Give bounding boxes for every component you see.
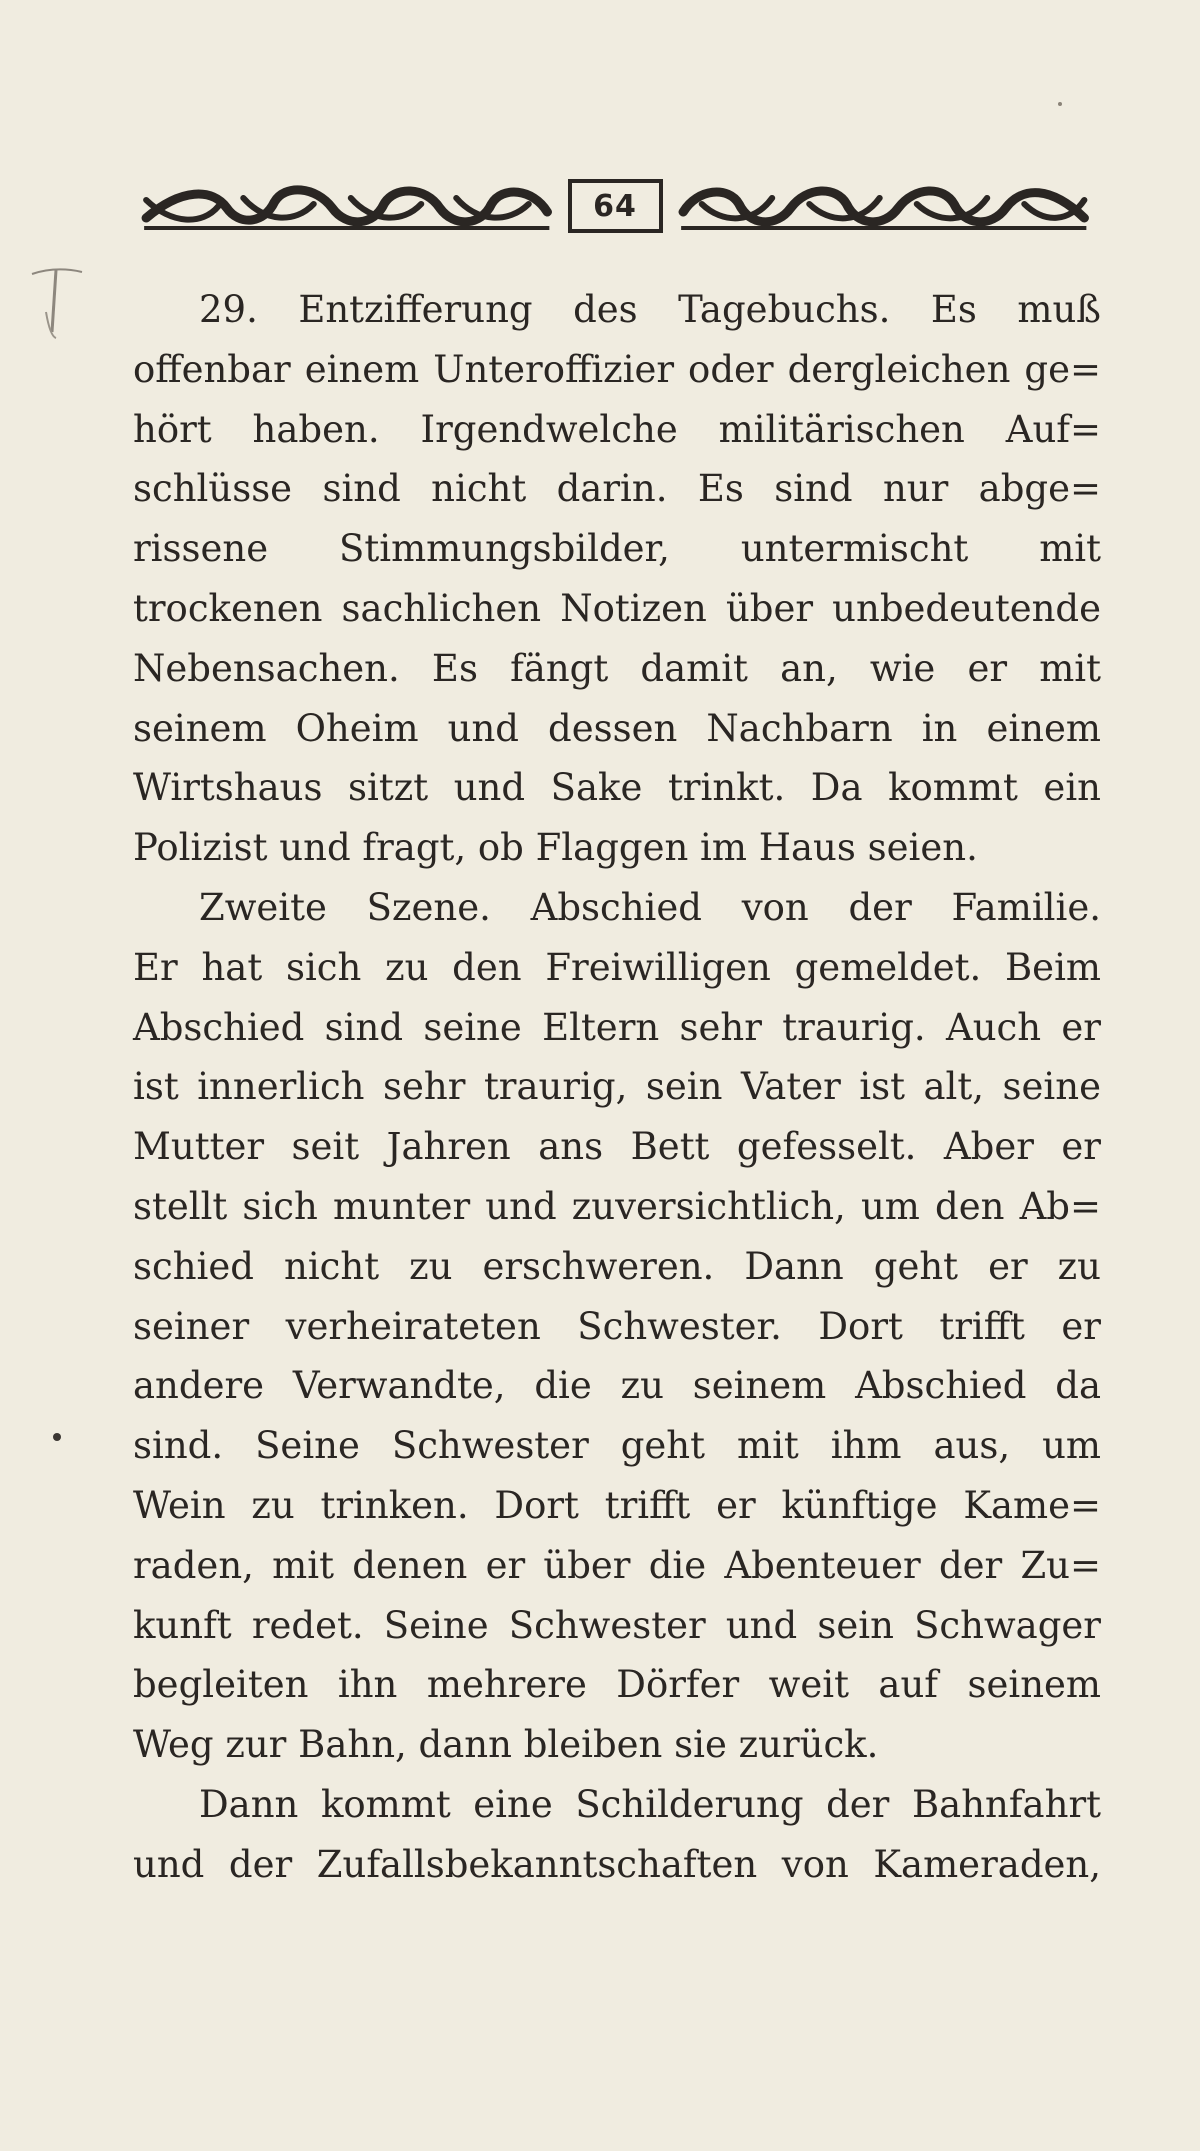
page-number: 64 <box>568 179 663 233</box>
ornament-left <box>140 178 554 234</box>
text-line: Weg zur Bahn, dann bleiben sie zurück. <box>133 1723 879 1767</box>
text-line: seinem Oheim und dessen Nachbarn in einem <box>133 706 1101 750</box>
text-line: 29. Entzifferung des Tagebuchs. Es muß <box>199 288 1101 331</box>
text-line: ist innerlich sehr traurig, sein Vater ist alt, seine <box>133 1065 1101 1109</box>
text-line: trockenen sachlichen Notizen über unbedeutende <box>133 586 1101 630</box>
text-line: Mutter seit Jahren ans Bett gefesselt. Aber er <box>133 1125 1101 1169</box>
margin-pencil-mark <box>26 262 86 344</box>
margin-dot <box>53 1433 61 1441</box>
text-line: seiner verheirateten Schwester. Dort trifft er <box>133 1304 1101 1348</box>
text-line: offenbar einem Unteroffizier oder dergleichen ge= <box>133 347 1101 391</box>
text-line: begleiten ihn mehrere Dörfer weit auf seinem <box>133 1663 1101 1707</box>
text-line: Polizist und fragt, ob Flaggen im Haus seien. <box>133 826 978 870</box>
paper-speck <box>1058 102 1062 106</box>
text-line: Wein zu trinken. Dort trifft er künftige Kame= <box>133 1483 1101 1527</box>
text-line: stellt sich munter und zuversichtlich, um den Ab= <box>133 1184 1101 1228</box>
text-line: schied nicht zu erschweren. Dann geht er zu <box>133 1244 1101 1288</box>
text-line: kunft redet. Seine Schwester und sein Schwager <box>133 1603 1101 1647</box>
text-line: Er hat sich zu den Freiwilligen gemeldet. Beim <box>133 945 1101 989</box>
text-line: Wirtshaus sitzt und Sake trinkt. Da kommt ein <box>133 766 1101 810</box>
text-line: und der Zufallsbekanntschaften von Kameraden, <box>133 1842 1101 1886</box>
text-line: rissene Stimmungsbilder, untermischt mit <box>133 527 1101 571</box>
text-line: Abschied sind seine Eltern sehr traurig. Auch er <box>133 1005 1101 1049</box>
text-line: schlüsse sind nicht darin. Es sind nur abge= <box>133 467 1101 511</box>
text-line: Dann kommt eine Schilderung der Bahnfahrt <box>199 1782 1101 1826</box>
ornament-right <box>677 178 1091 234</box>
text-line: andere Verwandte, die zu seinem Abschied da <box>133 1364 1101 1408</box>
text-line: Nebensachen. Es fängt damit an, wie er mit <box>133 646 1101 690</box>
text-line: Zweite Szene. Abschied von der Familie. <box>199 885 1101 929</box>
text-line: sind. Seine Schwester geht mit ihm aus, um <box>133 1424 1101 1468</box>
page-header <box>140 170 1090 242</box>
text-line: raden, mit denen er über die Abenteuer der Zu= <box>133 1543 1101 1587</box>
text-line: hört haben. Irgendwelche militärischen Auf= <box>133 407 1101 451</box>
body-text <box>133 280 1101 1895</box>
